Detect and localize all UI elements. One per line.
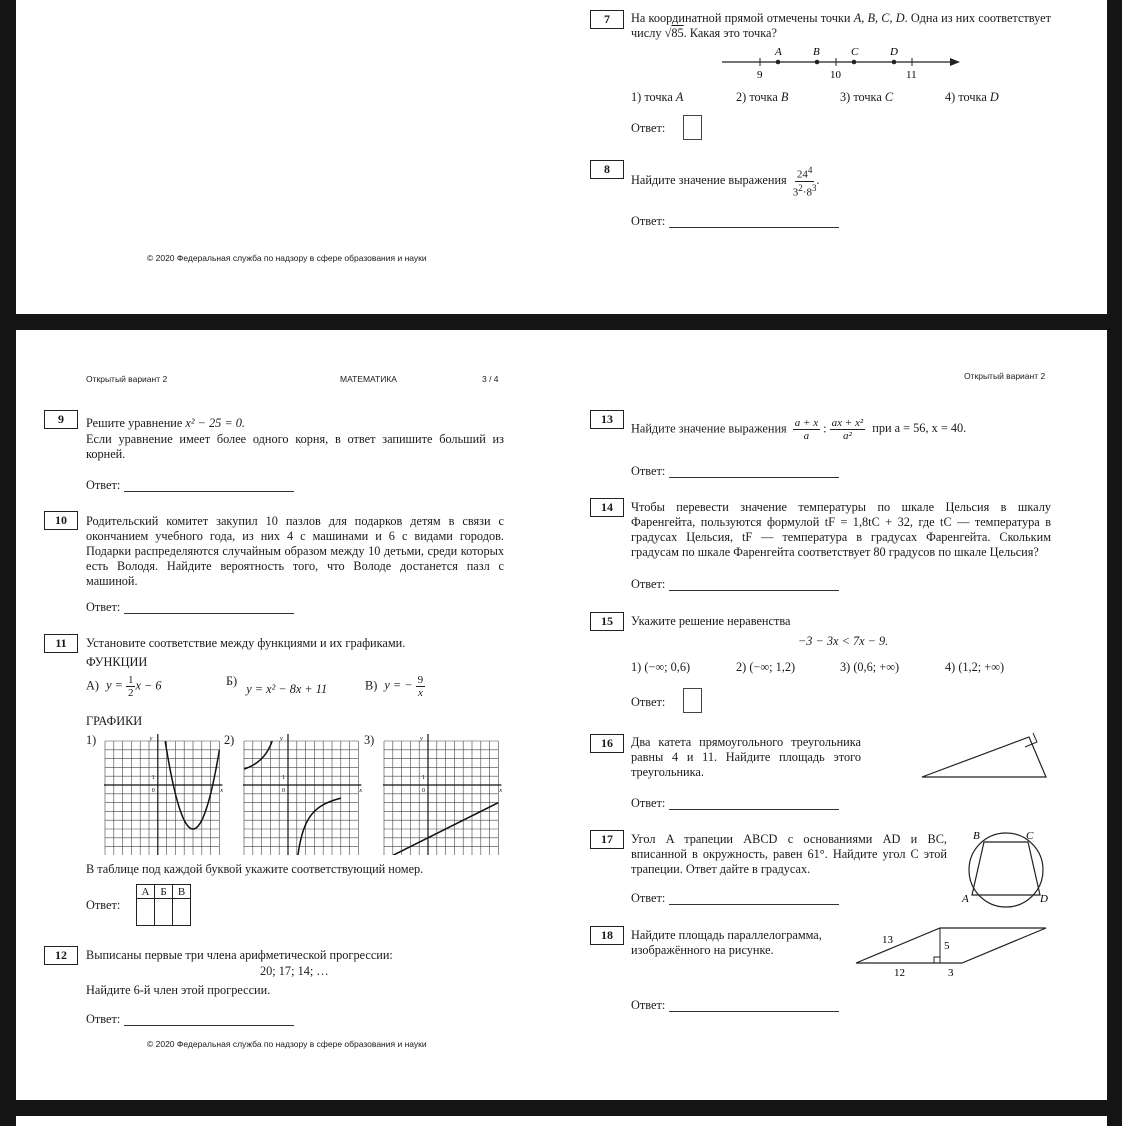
q17-label-A: A [962,893,969,905]
header-left: Открытый вариант 2 [86,374,168,384]
q7-point-B: B [813,46,820,58]
header-page: 3 / 4 [482,374,499,384]
q7-number-line [716,44,966,84]
q17-label-C: C [1026,830,1034,842]
q7-number: 7 [590,10,624,29]
q13-answer-line[interactable] [669,477,839,478]
q15-answer-label: Ответ: [631,695,666,709]
q15-inequality: −3 − 3x < 7x − 9. [798,634,889,648]
main-page [16,330,1107,1100]
graph-3-x-label: x [499,788,503,794]
q17-number: 17 [590,830,624,849]
q13-answer-label: Ответ: [631,464,666,478]
q17-trapezoid-circle [958,828,1058,910]
q7-option-2[interactable]: 2) точка B [736,90,789,104]
q12-line1: Выписаны первые три члена арифметической прогрессии: [86,948,393,962]
q11-graph-3 [382,733,506,855]
graph-2-y-label: y [280,736,283,742]
q7-text: На координатной прямой отмечены точки A, B, C, D. Одна из них соответствует числу √85. Какая это точка? [631,11,1051,40]
q11-answer-table[interactable] [136,884,191,926]
q17-answer-line[interactable] [669,904,839,905]
q15-option-4[interactable]: 4) (1,2; +∞) [945,660,1005,674]
q11-number: 11 [44,634,78,653]
q18-number: 18 [590,926,624,945]
q7-option-1[interactable]: 1) точка A [631,90,684,104]
q11-graph-1-label: 1) [86,733,97,747]
q7-tick-9: 9 [757,69,763,81]
q15-text: Укажите решение неравенства [631,614,791,628]
q7-tick-10: 10 [830,69,841,81]
q17-label-D: D [1040,893,1048,905]
q7-point-A: A [775,46,782,58]
q16-answer-label: Ответ: [631,796,666,810]
q12-sequence: 20; 17; 14; … [260,964,329,978]
q9-number: 9 [44,410,78,429]
q7-option-4[interactable]: 4) точка D [945,90,999,104]
q11-table-cell-a[interactable] [137,899,155,926]
q7-point-C: C [851,46,859,58]
graph-1-y-label: y [149,736,153,742]
q11-table-header-c: В [173,885,191,899]
q15-number: 15 [590,612,624,631]
q11-function-A: А) y = $\frac{1}{2}$ x − 6 [86,674,162,699]
q18-label-3: 3 [948,967,954,979]
graph-2-curve-1 [244,741,272,769]
q13-number: 13 [590,410,624,429]
q18-text: Найдите площадь параллелограмма, изображённого на рисунке. [631,928,822,957]
q8-answer-line[interactable] [669,227,839,228]
q16-number: 16 [590,734,624,753]
q16-answer-line[interactable] [669,809,839,810]
q11-functions-title: ФУНКЦИИ [86,655,148,669]
q12-answer-label: Ответ: [86,1012,121,1026]
q12-answer-line[interactable] [124,1025,294,1026]
q9-answer-label: Ответ: [86,478,121,492]
q17-answer-label: Ответ: [631,891,666,905]
q10-answer-label: Ответ: [86,600,121,614]
q11-table-cell-b[interactable] [155,899,173,926]
q11-function-C: В) y = − $\frac{9}{x}$ [365,674,424,699]
graph-1-zero-label: 0 [151,788,155,794]
q11-graph-1 [103,733,227,855]
q7-point-D: D [890,46,898,58]
q7-tick-11: 11 [906,69,917,81]
main-footer: © 2020 Федеральная служба по надзору в сфере образования и науки [147,1039,427,1049]
q11-graphs-title: ГРАФИКИ [86,714,143,728]
q11-table-header-a: А [137,885,155,899]
q7-answer-label: Ответ: [631,121,666,135]
q18-label-5: 5 [944,940,950,952]
q14-answer-label: Ответ: [631,577,666,591]
q18-parallelogram [850,922,1050,982]
q12-line3: Найдите 6-й член этой прогрессии. [86,983,271,997]
q11-table-cell-c[interactable] [173,899,191,926]
q11-function-B: Б) y = x² − 8x + 11 [226,674,328,696]
q9-answer-line[interactable] [124,491,294,492]
q16-triangle [916,730,1056,782]
q11-answer-label: Ответ: [86,898,121,912]
q14-number: 14 [590,498,624,517]
q15-option-1[interactable]: 1) (−∞; 0,6) [631,660,691,674]
q18-label-13: 13 [882,934,893,946]
q8-answer-label: Ответ: [631,214,666,228]
graph-2-x-label: x [359,788,363,794]
q10-text: Родительский комитет закупил 10 пазлов для подарков детям в связи с окончанием учебного года, из них 4 с машинами и 6 с видами городов. Подарки распределяются случайным образом между 10 детьми, среди которых есть Володя. Найдите вероятность того, что Володе достанется пазл с машиной. [86,514,504,588]
q16-text: Два катета прямоугольного треугольника равны 4 и 11. Найдите площадь этого треугольника. [631,735,861,779]
q10-number: 10 [44,511,78,530]
next-page-edge [16,1116,1107,1126]
q10-answer-line[interactable] [124,613,294,614]
q12-number: 12 [44,946,78,965]
graph-1-x-label: x [220,788,224,794]
q17-text: Угол A трапеции ABCD с основаниями AD и BC, вписанной в окружность, равен 61°. Найдите угол C этой трапеции. Ответ дайте в градусах. [631,832,947,876]
q11-table-header-b: Б [155,885,173,899]
q17-label-B: B [973,830,980,842]
top-footer: © 2020 Федеральная служба по надзору в сфере образования и науки [147,253,427,263]
q13-text: Найдите значение выражения $\frac{a + x}{a}$ : $\frac{\text{ax + x²}}{\text{a²}}$ при a = 56, x = 40. [631,417,967,442]
graph-3-y-label: y [420,736,423,742]
q8-text: Найдите значение выражения $\frac{24^4}{3^2\cdot 8^3}$ . [631,165,820,199]
q9-line1: Решите уравнение x² − 25 = 0. [86,416,245,430]
q11-table-text: В таблице под каждой буквой укажите соответствующий номер. [86,862,424,876]
q8-number: 8 [590,160,624,179]
q9-line2: Если уравнение имеет более одного корня, в ответ запишите больший из корней. [86,432,504,461]
q11-graph-2 [242,733,366,855]
q7-answer-box[interactable] [683,115,702,140]
q18-answer-label: Ответ: [631,998,666,1012]
q14-answer-line[interactable] [669,590,839,591]
graph-2-zero-label: 0 [282,788,285,794]
graph-2-one-label: 1 [282,775,285,782]
graph-3-zero-label: 0 [422,788,425,794]
q11-text: Установите соответствие между функциями и их графиками. [86,636,406,650]
q14-text: Чтобы перевести значение температуры по шкале Цельсия в шкалу Фаренгейта, пользуются формулой tF = 1,8tC + 32, где tC — температура в градусах Цельсия, tF — температура в градусах Фаренгейта. Скольким градусам по шкале Фаренгейта соответствует 80 градусов по шкале Цельсия? [631,500,1051,559]
q15-option-3[interactable]: 3) (0,6; +∞) [840,660,900,674]
top-page [16,0,1107,314]
graph-1-one-label: 1 [151,775,155,782]
graph-3-one-label: 1 [422,775,425,782]
q11-graph-2-label: 2) [224,733,235,747]
q15-option-2[interactable]: 2) (−∞; 1,2) [736,660,796,674]
q15-answer-box[interactable] [683,688,702,713]
header-right: Открытый вариант 2 [964,371,1046,381]
q18-answer-line[interactable] [669,1011,839,1012]
q18-label-12: 12 [894,967,905,979]
q7-option-3[interactable]: 3) точка C [840,90,894,104]
header-center: МАТЕМАТИКА [340,374,397,384]
q11-graph-3-label: 3) [364,733,375,747]
